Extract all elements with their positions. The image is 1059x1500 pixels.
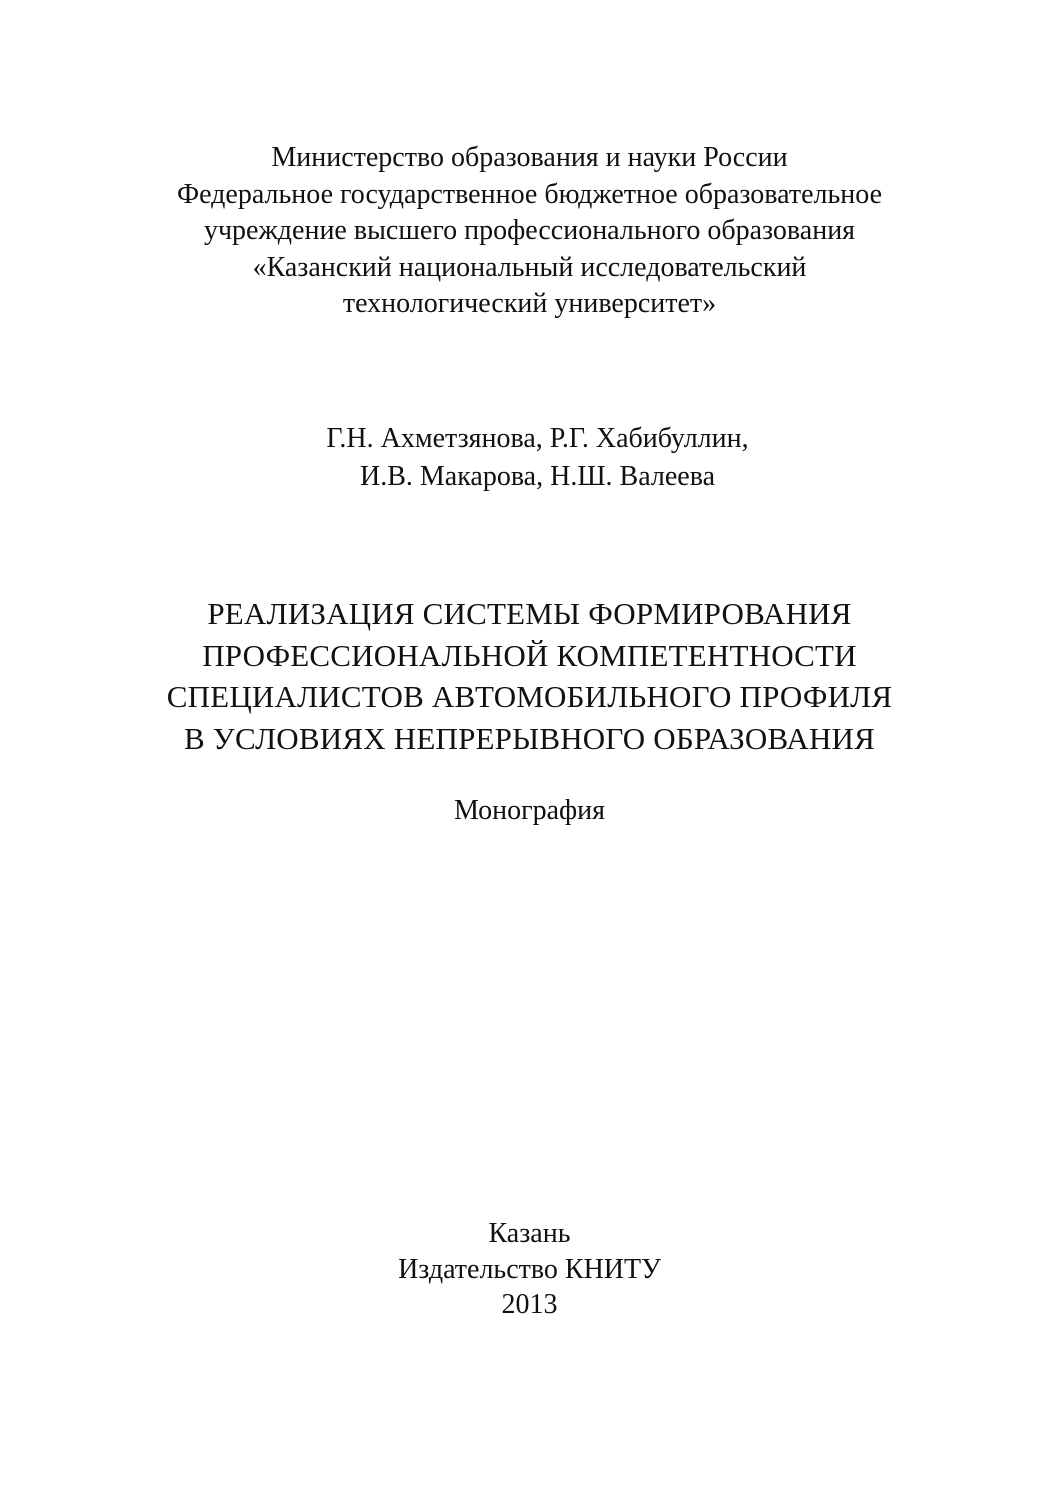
institution-line-federal: Федеральное государственное бюджетное образовательное: [176, 178, 883, 210]
imprint-year: 2013: [501, 1289, 558, 1320]
book-title-line-4: В УСЛОВИЯХ НЕПРЕРЫВНОГО ОБРАЗОВАНИЯ: [183, 720, 876, 756]
genre-label: [0, 793, 1059, 829]
book-title-line-3: СПЕЦИАЛИСТОВ АВТОМОБИЛЬНОГО ПРОФИЛЯ: [166, 679, 893, 714]
imprint: [0, 1216, 1059, 1323]
book-title-line-2: ПРОФЕССИОНАЛЬНОЙ КОМПЕТЕНТНОСТИ: [202, 637, 857, 673]
genre-text: Монография: [453, 795, 606, 826]
imprint-city: Казань: [488, 1218, 571, 1249]
authors: [0, 420, 1059, 496]
institution-line-university-end: технологический университет»: [342, 288, 717, 319]
authors-line-2: И.В. Макарова, Н.Ш. Валеева: [359, 461, 716, 492]
book-title-line-1: РЕАЛИЗАЦИЯ СИСТЕМЫ ФОРМИРОВАНИЯ: [207, 596, 852, 631]
institution-line-ministry: Министерство образования и науки России: [271, 142, 788, 173]
institution-line-university: «Казанский национальный исследовательский: [252, 251, 807, 283]
institution-header: [0, 140, 1059, 323]
imprint-publisher: Издательство КНИТУ: [398, 1253, 661, 1285]
institution-line-establishment: учреждение высшего профессионального образования: [203, 215, 856, 246]
authors-line-1: Г.Н. Ахметзянова, Р.Г. Хабибуллин,: [326, 423, 749, 454]
book-title: [0, 593, 1059, 759]
